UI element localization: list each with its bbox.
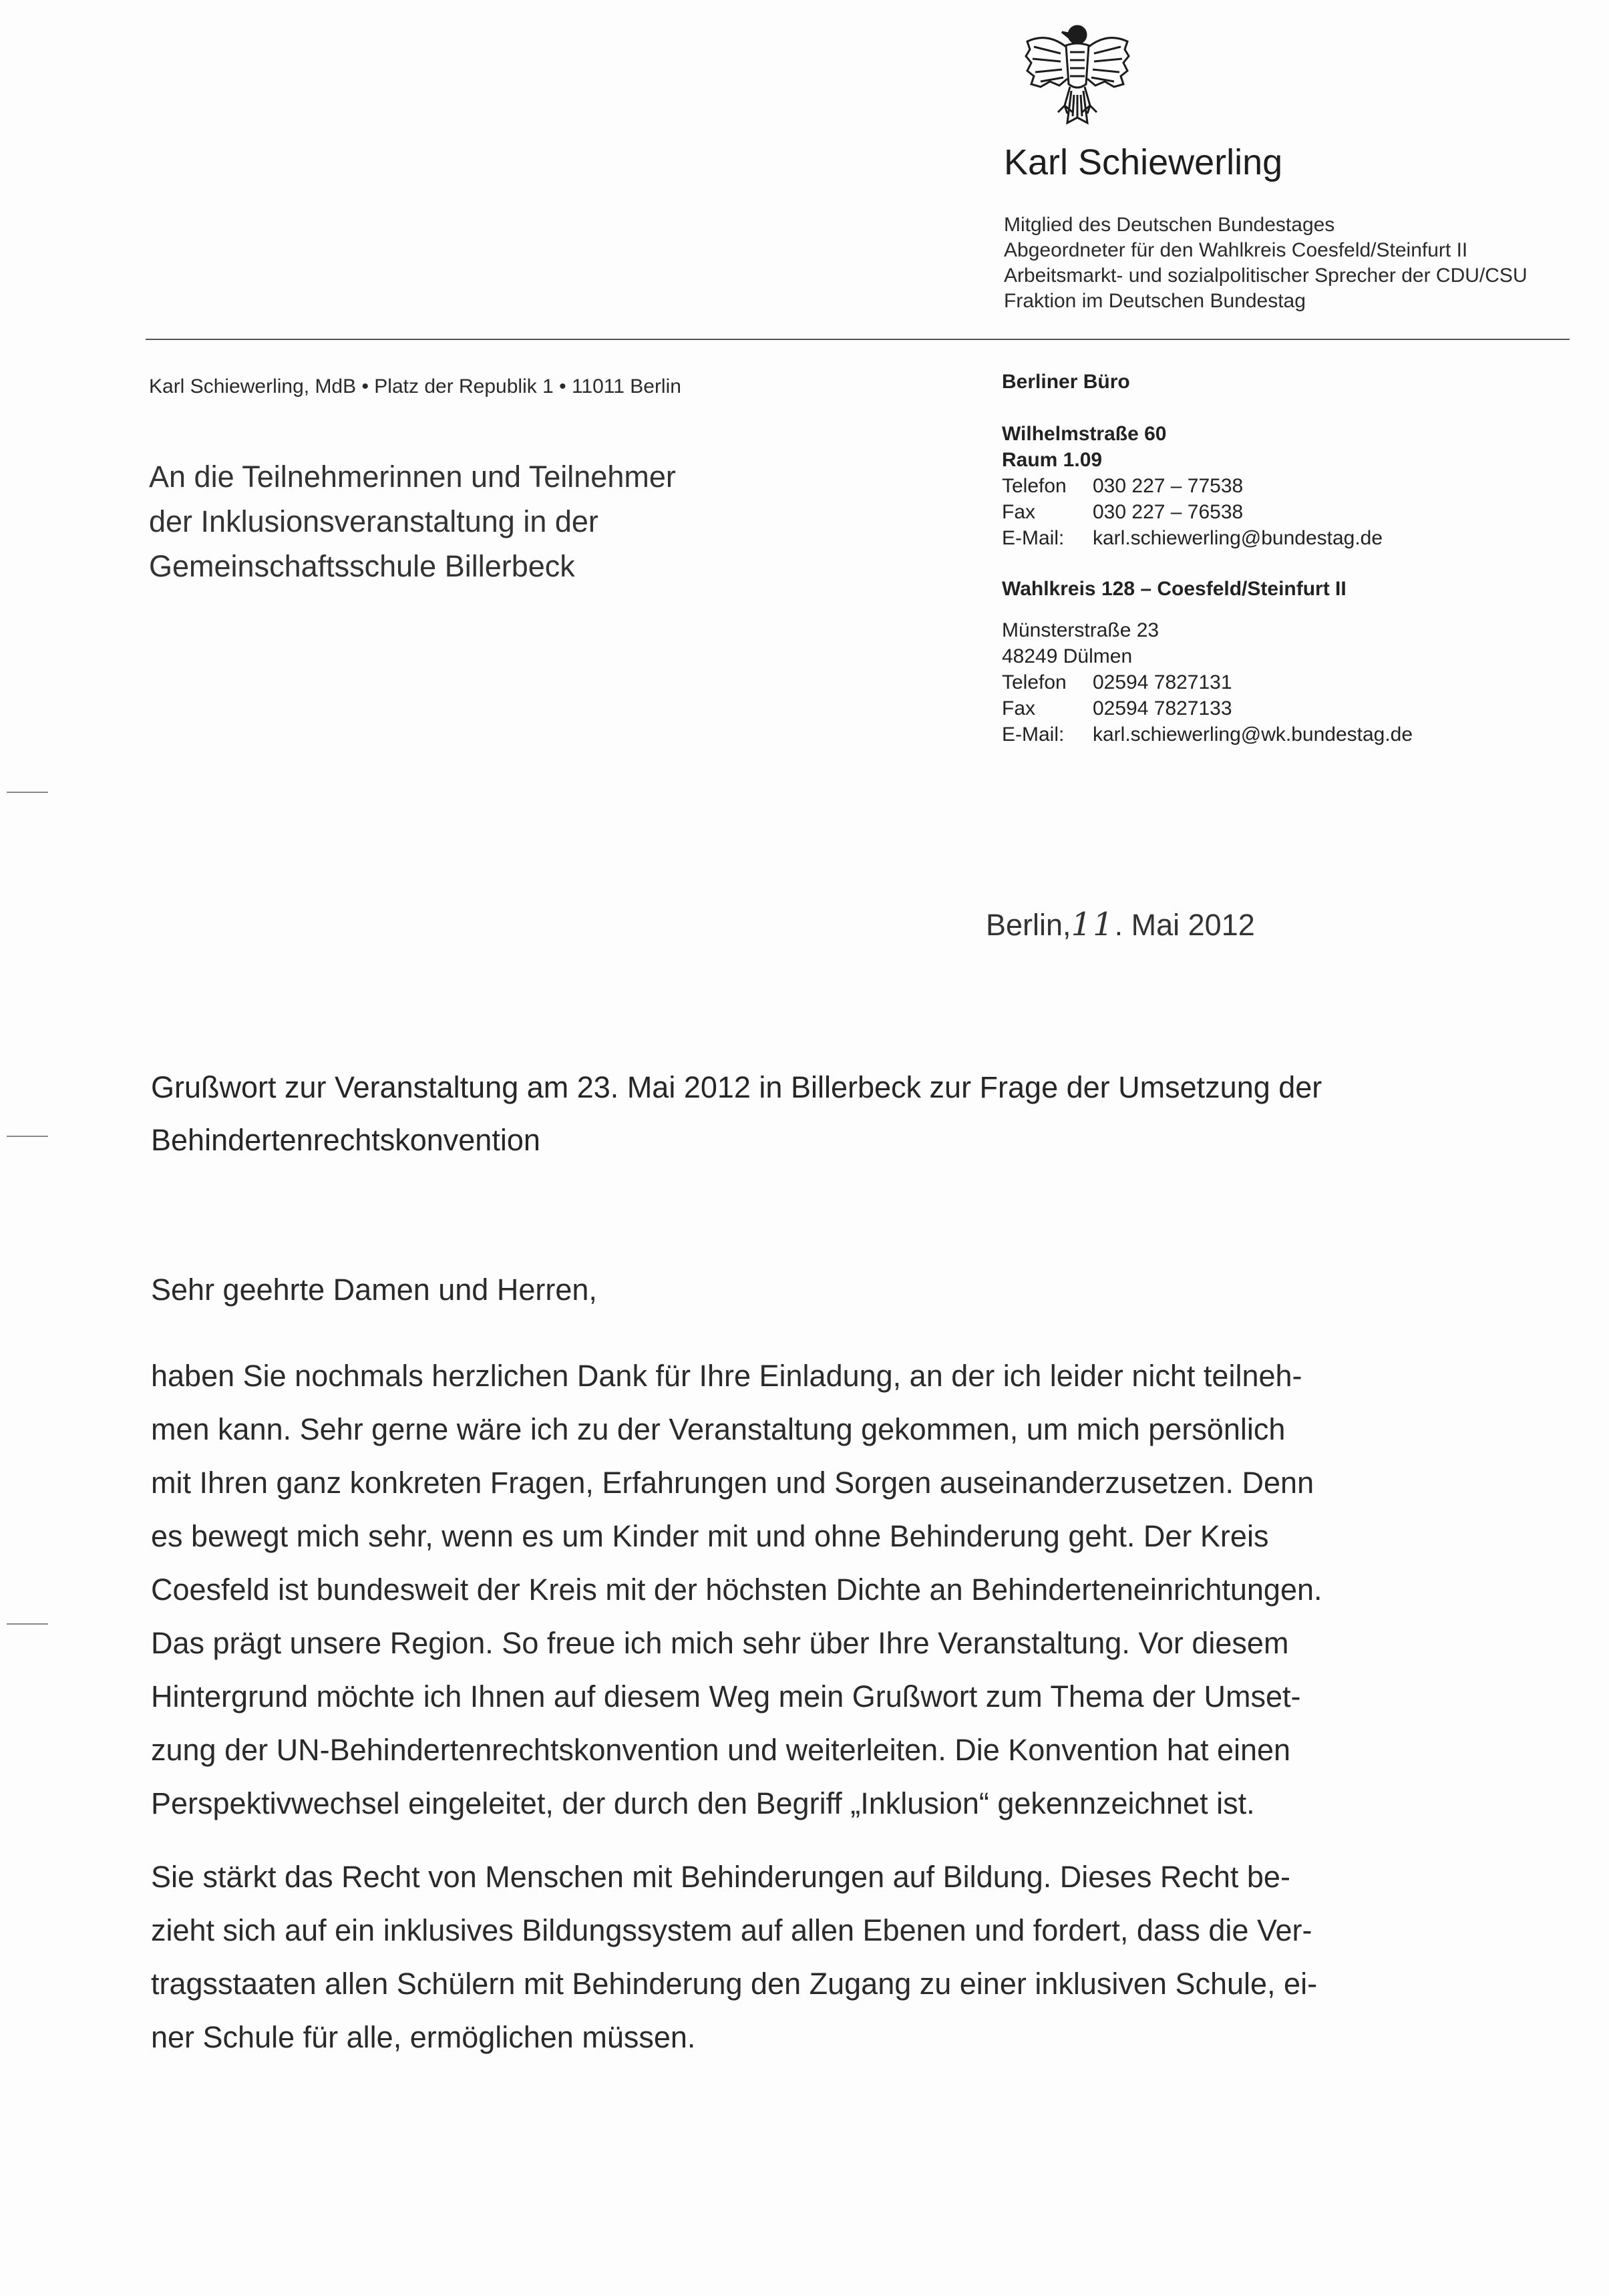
- punch-mark: [7, 1136, 48, 1137]
- header-divider: [146, 339, 1570, 340]
- paragraph-line: mit Ihren ganz konkreten Fragen, Erfahrungen und Sorgen auseinanderzusetzen. Denn: [151, 1466, 1314, 1500]
- subject-line: [151, 1061, 1322, 1166]
- body-paragraph-1: [151, 1349, 1322, 1830]
- berlin-phone: 030 227 – 77538: [1093, 475, 1244, 497]
- berlin-office-street: Wilhelmstraße 60: [1002, 423, 1167, 445]
- paragraph-line: haben Sie nochmals herzlichen Dank für Ihre Einladung, an der ich leider nicht teilneh-: [151, 1359, 1302, 1393]
- paragraph-line: es bewegt mich sehr, wenn es um Kinder mit und ohne Behinderung geht. Der Kreis: [151, 1519, 1269, 1553]
- body-paragraph-2: [151, 1850, 1317, 2064]
- district-email: karl.schiewerling@wk.bundestag.de: [1093, 723, 1413, 746]
- district-office-heading-block: [1002, 576, 1347, 602]
- berlin-office-room: Raum 1.09: [1002, 449, 1103, 471]
- berlin-office-details: [1002, 421, 1383, 551]
- berlin-office-heading: Berliner Büro: [1002, 371, 1130, 393]
- paragraph-line: Sie stärkt das Recht von Menschen mit Behinderungen auf Bildung. Dieses Recht be-: [151, 1860, 1290, 1894]
- paragraph-line: Perspektivwechsel eingeleitet, der durch den Begriff „Inklusion“ gekennzeichnet ist.: [151, 1786, 1255, 1820]
- fax-label: Fax: [1002, 697, 1036, 719]
- return-address: Karl Schiewerling, MdB • Platz der Republik 1 • 11011 Berlin: [149, 375, 681, 397]
- berlin-email: karl.schiewerling@bundestag.de: [1093, 527, 1383, 549]
- recipient-line: An die Teilnehmerinnen und Teilnehmer: [149, 460, 676, 494]
- district-office-details: [1002, 617, 1413, 748]
- sender-role: Arbeitsmarkt- und sozialpolitischer Sprecher der CDU/CSU: [1004, 265, 1528, 287]
- paragraph-line: zung der UN-Behindertenrechtskonvention und weiterleiten. Die Konvention hat einen: [151, 1733, 1291, 1767]
- paragraph-line: ner Schule für alle, ermöglichen müssen.: [151, 2020, 696, 2054]
- paragraph-line: tragsstaaten allen Schülern mit Behinderung den Zugang zu einer inklusiven Schule, ei-: [151, 1967, 1318, 2001]
- sender-role: Mitglied des Deutschen Bundestages: [1004, 214, 1335, 236]
- recipient-line: der Inklusionsveranstaltung in der: [149, 504, 598, 538]
- email-label: E-Mail:: [1002, 723, 1065, 746]
- salutation: Sehr geehrte Damen und Herren,: [151, 1273, 597, 1307]
- paragraph-line: Das prägt unsere Region. So freue ich mich sehr über Ihre Veranstaltung. Vor diesem: [151, 1626, 1289, 1660]
- paragraph-line: zieht sich auf ein inklusives Bildungssystem auf allen Ebenen und fordert, dass die Ver-: [151, 1913, 1312, 1947]
- paragraph-line: Coesfeld ist bundesweit der Kreis mit der höchsten Dichte an Behinderteneinrichtungen.: [151, 1573, 1322, 1607]
- district-office-heading: Wahlkreis 128 – Coesfeld/Steinfurt II: [1002, 578, 1347, 600]
- district-fax: 02594 7827133: [1093, 697, 1232, 719]
- letter-date: [986, 906, 1255, 943]
- district-office-city: 48249 Dülmen: [1002, 645, 1133, 667]
- paragraph-line: Hintergrund möchte ich Ihnen auf diesem Weg mein Grußwort zum Thema der Umset-: [151, 1679, 1301, 1713]
- berlin-office-block: [1002, 369, 1130, 395]
- sender-role: Fraktion im Deutschen Bundestag: [1004, 290, 1306, 312]
- fold-mark: [7, 1623, 48, 1625]
- recipient-line: Gemeinschaftsschule Billerbeck: [149, 549, 575, 583]
- date-prefix: Berlin,: [986, 908, 1071, 942]
- date-day-handwritten: 11: [1071, 906, 1115, 943]
- sender-roles: [1004, 212, 1528, 314]
- paragraph-line: men kann. Sehr gerne wäre ich zu der Veranstaltung gekommen, um mich persönlich: [151, 1412, 1286, 1446]
- sender-name: Karl Schiewerling: [1004, 142, 1283, 182]
- email-label: E-Mail:: [1002, 527, 1065, 549]
- subject-text: Grußwort zur Veranstaltung am 23. Mai 2012 in Billerbeck zur Frage der Umsetzung der: [151, 1070, 1322, 1104]
- district-phone: 02594 7827131: [1093, 671, 1232, 693]
- federal-eagle-emblem: [1021, 12, 1134, 130]
- phone-label: Telefon: [1002, 671, 1067, 693]
- date-suffix: . Mai 2012: [1114, 908, 1255, 942]
- sender-role: Abgeordneter für den Wahlkreis Coesfeld/Steinfurt II: [1004, 239, 1468, 261]
- phone-label: Telefon: [1002, 475, 1067, 497]
- fax-label: Fax: [1002, 501, 1036, 523]
- berlin-fax: 030 227 – 76538: [1093, 501, 1244, 523]
- recipient-address: [149, 454, 676, 589]
- fold-mark: [7, 792, 48, 793]
- district-office-street: Münsterstraße 23: [1002, 619, 1159, 641]
- subject-text: Behindertenrechtskonvention: [151, 1123, 540, 1157]
